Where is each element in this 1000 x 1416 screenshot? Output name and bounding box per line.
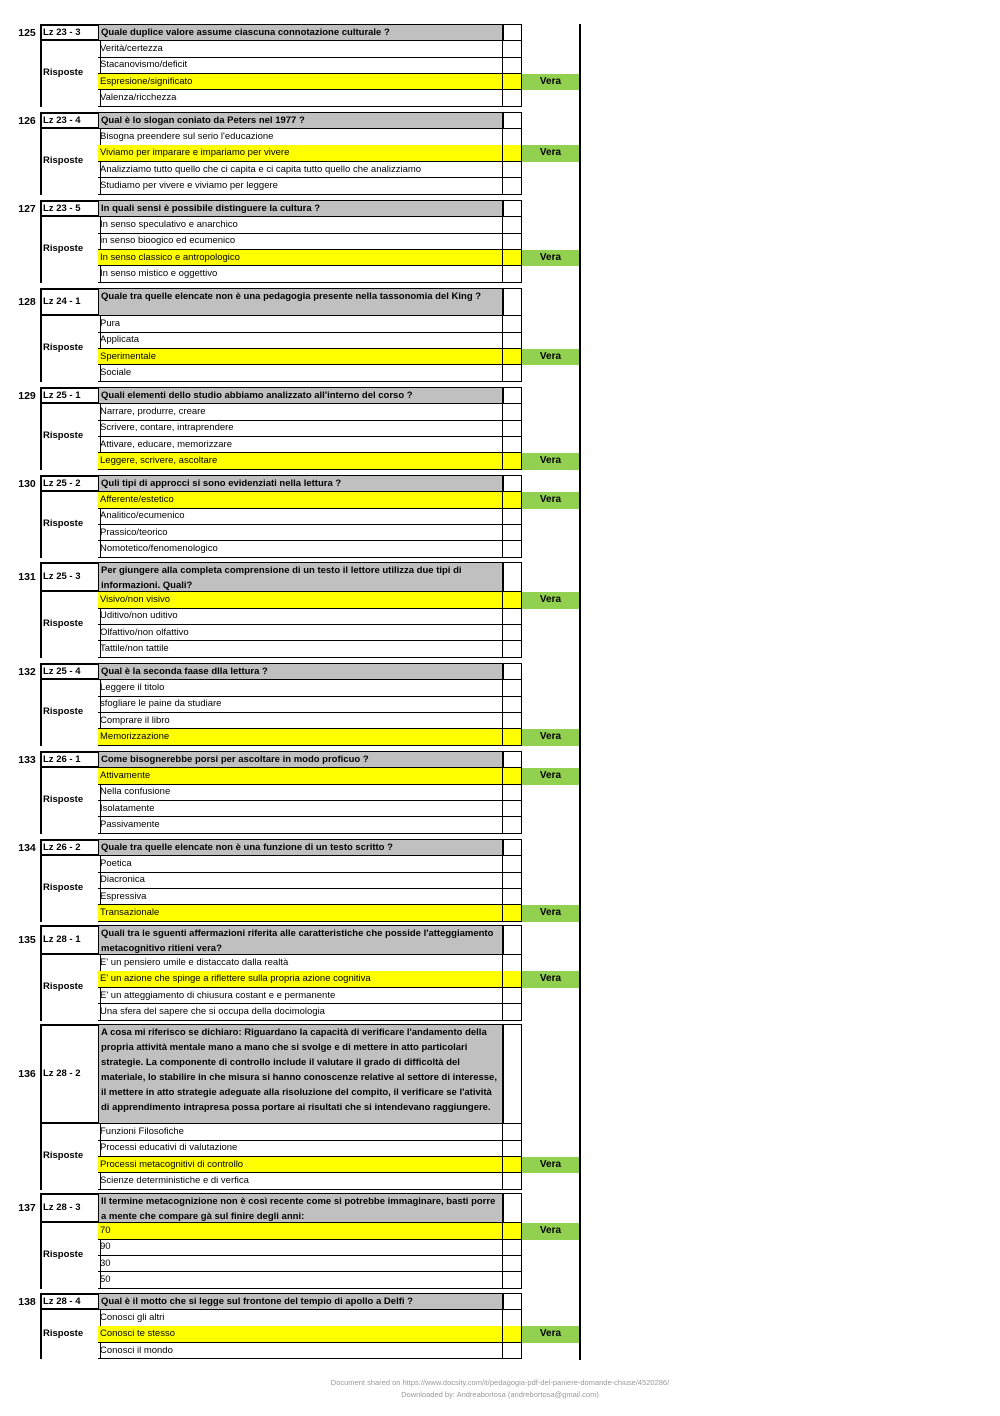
question-block <box>0 112 1000 195</box>
block-bottom-border <box>40 1221 98 1223</box>
answer-option: Bisogna preendere sul serio l'educazione <box>98 129 503 146</box>
answer-mark-cell <box>503 608 522 625</box>
true-badge: Vera <box>522 453 579 470</box>
lesson-code: Lz 23 - 4 <box>43 114 81 126</box>
answer-option: Pura <box>98 316 503 333</box>
question-text: Qual è la seconda faase dlla lettura ? <box>98 663 503 680</box>
question-number: 137 <box>18 1202 36 1214</box>
question-block <box>0 1024 1000 1190</box>
answer-mark-cell <box>503 784 522 801</box>
question-mark-cell <box>503 112 522 129</box>
question-block <box>0 1193 1000 1289</box>
question-text: Come bisognerebbe porsi per ascoltare in modo proficuo ? <box>98 751 503 768</box>
question-mark-cell <box>503 1293 522 1310</box>
question-number: 131 <box>18 571 36 583</box>
answer-option-correct: Espresione/significato <box>98 74 503 91</box>
block-bottom-border <box>40 1308 98 1310</box>
answer-mark-cell <box>503 1157 522 1174</box>
answer-option-correct: In senso classico e antropologico <box>98 250 503 267</box>
footer-shared-text: Document shared on https://www.docsity.com/it/pedagogia-pdf-del-paniere-domande-chiuse/4520286/ <box>330 1378 670 1387</box>
answer-mark-cell <box>503 856 522 873</box>
lesson-code: Lz 23 - 3 <box>43 26 81 38</box>
answers-label: Risposte <box>43 793 84 805</box>
true-badge: Vera <box>522 971 579 988</box>
question-block <box>0 387 1000 470</box>
true-badge: Vera <box>522 1223 579 1240</box>
answer-mark-cell <box>503 625 522 642</box>
answer-option: Diacronica <box>98 872 503 889</box>
answer-mark-cell <box>503 889 522 906</box>
question-mark-cell <box>503 24 522 41</box>
answer-mark-cell <box>503 713 522 730</box>
answer-option-correct: Sperimentale <box>98 349 503 366</box>
answer-option: Analizziamo tutto quello che ci capita e ci capita tutto quello che analizziamo <box>98 162 503 179</box>
answer-mark-cell <box>503 1173 522 1190</box>
lesson-code: Lz 25 - 3 <box>43 571 81 582</box>
answers-label: Risposte <box>43 429 84 441</box>
answer-option: Applicata <box>98 332 503 349</box>
question-number: 130 <box>18 477 36 490</box>
answer-option: Valenza/ricchezza <box>98 90 503 107</box>
lesson-code: Lz 28 - 3 <box>43 1202 81 1213</box>
answer-mark-cell <box>503 316 522 333</box>
true-badge: Vera <box>522 145 579 162</box>
question-mark-cell <box>503 475 522 492</box>
answer-mark-cell <box>503 729 522 746</box>
true-badge: Vera <box>522 768 579 785</box>
answer-mark-cell <box>503 988 522 1005</box>
true-badge: Vera <box>522 492 579 509</box>
answer-mark-cell <box>503 250 522 267</box>
block-bottom-border <box>40 127 98 129</box>
answer-option: Sociale <box>98 365 503 382</box>
answer-mark-cell <box>503 349 522 366</box>
answer-option-correct: Leggere, scrivere, ascoltare <box>98 453 503 470</box>
lesson-code: Lz 28 - 4 <box>43 1295 81 1307</box>
question-text: Quale tra quelle elencate non è una pedagogia presente nella tassonomia del King ? <box>98 288 503 316</box>
answer-mark-cell <box>503 420 522 437</box>
answer-mark-cell <box>503 162 522 179</box>
question-mark-cell <box>503 288 522 316</box>
answer-option: Verità/certezza <box>98 41 503 58</box>
question-block <box>0 200 1000 283</box>
answers-label: Risposte <box>43 1327 84 1339</box>
answer-mark-cell <box>503 74 522 91</box>
answer-option: 30 <box>98 1256 503 1273</box>
answer-option: E' un atteggiamento di chiusura costant e e permanente <box>98 988 503 1005</box>
block-bottom-border <box>40 314 98 316</box>
answer-option: Conosci gli altri <box>98 1310 503 1327</box>
answer-mark-cell <box>503 404 522 421</box>
block-top-border <box>40 1193 98 1195</box>
answer-mark-cell <box>503 508 522 525</box>
block-bottom-border <box>40 402 98 404</box>
answers-label: Risposte <box>43 1149 84 1161</box>
question-number: 127 <box>18 202 36 215</box>
lesson-code: Lz 23 - 5 <box>43 202 81 214</box>
answers-label: Risposte <box>43 341 84 353</box>
answer-option: Olfattivo/non olfattivo <box>98 625 503 642</box>
answer-mark-cell <box>503 129 522 146</box>
true-badge: Vera <box>522 729 579 746</box>
block-top-border <box>40 562 98 564</box>
answer-option: 50 <box>98 1272 503 1289</box>
block-top-border <box>40 925 98 927</box>
answer-option: E' un pensiero umile e distaccato dalla realtà <box>98 955 503 972</box>
lesson-code: Lz 28 - 1 <box>43 934 81 945</box>
answer-mark-cell <box>503 1004 522 1021</box>
question-number: 134 <box>18 841 36 854</box>
lesson-code: Lz 25 - 4 <box>43 665 81 677</box>
question-mark-cell <box>503 200 522 217</box>
block-bottom-border <box>40 590 98 592</box>
question-number: 125 <box>18 26 36 39</box>
answer-option: Espressiva <box>98 889 503 906</box>
answer-mark-cell <box>503 178 522 195</box>
answer-option: In senso speculativo e anarchico <box>98 217 503 234</box>
block-bottom-border <box>40 490 98 492</box>
answers-label: Risposte <box>43 154 84 166</box>
answer-mark-cell <box>503 1272 522 1289</box>
footer-downloaded-text: Downloaded by: Andreabortosa (andrebortosa@gmail.com) <box>401 1390 599 1399</box>
answer-mark-cell <box>503 1256 522 1273</box>
answer-option: Tattile/non tattile <box>98 641 503 658</box>
answer-option: Narrare, produrre, creare <box>98 404 503 421</box>
lesson-code: Lz 26 - 1 <box>43 753 81 765</box>
answer-option: in senso bioogico ed ecumenico <box>98 233 503 250</box>
answer-option-correct: Visivo/non visivo <box>98 592 503 609</box>
answer-option: Processi educativi di valutazione <box>98 1140 503 1157</box>
question-text: In quali sensi è possibile distinguere la cultura ? <box>98 200 503 217</box>
answer-option: 90 <box>98 1239 503 1256</box>
question-block <box>0 288 1000 382</box>
answer-option: Isolatamente <box>98 801 503 818</box>
lesson-code: Lz 25 - 2 <box>43 477 81 489</box>
answer-option-correct: 70 <box>98 1223 503 1240</box>
answer-mark-cell <box>503 41 522 58</box>
answer-mark-cell <box>503 872 522 889</box>
answers-label: Risposte <box>43 980 84 992</box>
question-mark-cell <box>503 751 522 768</box>
question-block <box>0 663 1000 746</box>
answer-option: Uditivo/non uditivo <box>98 608 503 625</box>
true-badge: Vera <box>522 592 579 609</box>
answer-mark-cell <box>503 365 522 382</box>
answer-mark-cell <box>503 57 522 74</box>
block-bottom-border <box>40 39 98 41</box>
answer-option: Scienze deterministiche e di verfica <box>98 1173 503 1190</box>
answer-option: Studiamo per vivere e viviamo per leggere <box>98 178 503 195</box>
block-bottom-border <box>40 854 98 856</box>
question-block <box>0 24 1000 107</box>
answer-mark-cell <box>503 541 522 558</box>
answer-option-correct: Transazionale <box>98 905 503 922</box>
answer-mark-cell <box>503 1124 522 1141</box>
answer-mark-cell <box>503 437 522 454</box>
answer-mark-cell <box>503 971 522 988</box>
question-text: Quli tipi di approcci si sono evidenziati nella lettura ? <box>98 475 503 492</box>
answer-mark-cell <box>503 905 522 922</box>
answer-mark-cell <box>503 696 522 713</box>
answer-option: Una sfera del sapere che si occupa della docimologia <box>98 1004 503 1021</box>
question-mark-cell <box>503 562 522 592</box>
question-mark-cell <box>503 387 522 404</box>
answer-mark-cell <box>503 266 522 283</box>
question-text: Quale duplice valore assume ciascuna connotazione culturale ? <box>98 24 503 41</box>
answer-option: sfogliare le paine da studiare <box>98 696 503 713</box>
answer-mark-cell <box>503 1140 522 1157</box>
block-top-border <box>40 288 98 290</box>
question-number: 129 <box>18 389 36 402</box>
answer-mark-cell <box>503 680 522 697</box>
answer-option-correct: E' un azione che spinge a riflettere sulla propria azione cognitiva <box>98 971 503 988</box>
answer-option: Funzioni Filosofiche <box>98 1124 503 1141</box>
answers-label: Risposte <box>43 242 84 254</box>
answer-option: Poetica <box>98 856 503 873</box>
question-text: Il termine metacognizione non è così recente come si potrebbe immaginare, basti porre a mente che compare gà sul finire degli anni: <box>98 1193 503 1223</box>
answer-mark-cell <box>503 145 522 162</box>
question-text: A cosa mi riferisco se dichiaro: Riguardano la capacità di verificare l'andamento della propria attività mentale mano a mano che si svolge e di mettere in atto particolari strategie. La componente di controllo include il valutare il grado di difficoltà del materiale, lo stabilire in che misura si hanno conoscenze relative al settore di interesse, il mettere in atto strategie adeguate alla risoluzione del compito, il verificare se l'atività di apprendimento intrapresa possa portare ai risultati che si intendevano raggiungere. <box>98 1024 503 1124</box>
answer-mark-cell <box>503 801 522 818</box>
question-number: 128 <box>18 296 36 308</box>
question-mark-cell <box>503 1024 522 1124</box>
question-text: Quali elementi dello studio abbiamo analizzato all'interno del corso ? <box>98 387 503 404</box>
answer-mark-cell <box>503 233 522 250</box>
question-mark-cell <box>503 1193 522 1223</box>
block-bottom-border <box>40 678 98 680</box>
block-bottom-border <box>40 766 98 768</box>
question-block <box>0 839 1000 922</box>
question-text: Qual è lo slogan coniato da Peters nel 1977 ? <box>98 112 503 129</box>
question-mark-cell <box>503 839 522 856</box>
answer-option: Nella confusione <box>98 784 503 801</box>
answer-option-correct: Memorizzazione <box>98 729 503 746</box>
true-badge: Vera <box>522 905 579 922</box>
answers-label: Risposte <box>43 881 84 893</box>
question-block <box>0 475 1000 558</box>
answer-mark-cell <box>503 492 522 509</box>
answer-option: Leggere il titolo <box>98 680 503 697</box>
answer-option-correct: Afferente/estetico <box>98 492 503 509</box>
answer-option: Nomotetico/fenomenologico <box>98 541 503 558</box>
answer-option: In senso mistico e oggettivo <box>98 266 503 283</box>
answers-label: Risposte <box>43 1248 84 1260</box>
question-block <box>0 1293 1000 1359</box>
answer-mark-cell <box>503 817 522 834</box>
block-bottom-border <box>40 953 98 955</box>
question-text: Qual è il motto che si legge sul frontone del tempio di apollo a Delfi ? <box>98 1293 503 1310</box>
true-badge: Vera <box>522 1157 579 1174</box>
answer-option-correct: Conosci te stesso <box>98 1326 503 1343</box>
block-top-border <box>40 1024 98 1026</box>
answer-option: Attivare, educare, memorizzare <box>98 437 503 454</box>
question-number: 136 <box>18 1068 36 1080</box>
answer-mark-cell <box>503 641 522 658</box>
question-number: 133 <box>18 753 36 766</box>
true-badge: Vera <box>522 74 579 91</box>
answers-label: Risposte <box>43 66 84 78</box>
question-block <box>0 751 1000 834</box>
answer-mark-cell <box>503 332 522 349</box>
answer-option: Scrivere, contare, intraprendere <box>98 420 503 437</box>
answer-mark-cell <box>503 1326 522 1343</box>
left-columns-frame <box>40 1024 101 1190</box>
question-mark-cell <box>503 925 522 955</box>
block-bottom-border <box>40 1122 98 1124</box>
lesson-code: Lz 24 - 1 <box>43 296 81 307</box>
answers-label: Risposte <box>43 517 84 529</box>
answer-mark-cell <box>503 1239 522 1256</box>
answer-mark-cell <box>503 592 522 609</box>
answer-option-correct: Attivamente <box>98 768 503 785</box>
question-mark-cell <box>503 663 522 680</box>
answer-option: Stacanovismo/deficit <box>98 57 503 74</box>
block-bottom-border <box>40 215 98 217</box>
answer-option: Comprare il libro <box>98 713 503 730</box>
question-text: Quale tra quelle elencate non è una funzione di un testo scritto ? <box>98 839 503 856</box>
true-badge: Vera <box>522 250 579 267</box>
question-block <box>0 925 1000 1021</box>
answer-mark-cell <box>503 453 522 470</box>
answers-label: Risposte <box>43 617 84 629</box>
answer-mark-cell <box>503 217 522 234</box>
question-number: 138 <box>18 1295 36 1308</box>
question-number: 126 <box>18 114 36 127</box>
answer-option-correct: Processi metacognitivi di controllo <box>98 1157 503 1174</box>
lesson-code: Lz 28 - 2 <box>43 1068 81 1079</box>
answer-mark-cell <box>503 1310 522 1327</box>
question-text: Quali tra le sguenti affermazioni riferita alle caratteristiche che posside l'atteggiamento metacognitivo ritieni vera? <box>98 925 503 955</box>
answer-option: Prassico/teorico <box>98 525 503 542</box>
lesson-code: Lz 25 - 1 <box>43 389 81 401</box>
answer-option: Conosci il mondo <box>98 1343 503 1360</box>
answer-mark-cell <box>503 955 522 972</box>
answer-mark-cell <box>503 1343 522 1360</box>
question-block <box>0 562 1000 658</box>
answer-option-correct: Viviamo per imparare e impariamo per vivere <box>98 145 503 162</box>
answer-option: Passivamente <box>98 817 503 834</box>
question-number: 135 <box>18 934 36 946</box>
true-badge: Vera <box>522 349 579 366</box>
question-text: Per giungere alla completa comprensione di un testo il lettore utilizza due tipi di informazioni. Quali? <box>98 562 503 592</box>
answer-mark-cell <box>503 90 522 107</box>
answer-mark-cell <box>503 768 522 785</box>
question-number: 132 <box>18 665 36 678</box>
answers-label: Risposte <box>43 705 84 717</box>
answer-mark-cell <box>503 525 522 542</box>
lesson-code: Lz 26 - 2 <box>43 841 81 853</box>
answer-option: Analitico/ecumenico <box>98 508 503 525</box>
answer-mark-cell <box>503 1223 522 1240</box>
true-badge: Vera <box>522 1326 579 1343</box>
